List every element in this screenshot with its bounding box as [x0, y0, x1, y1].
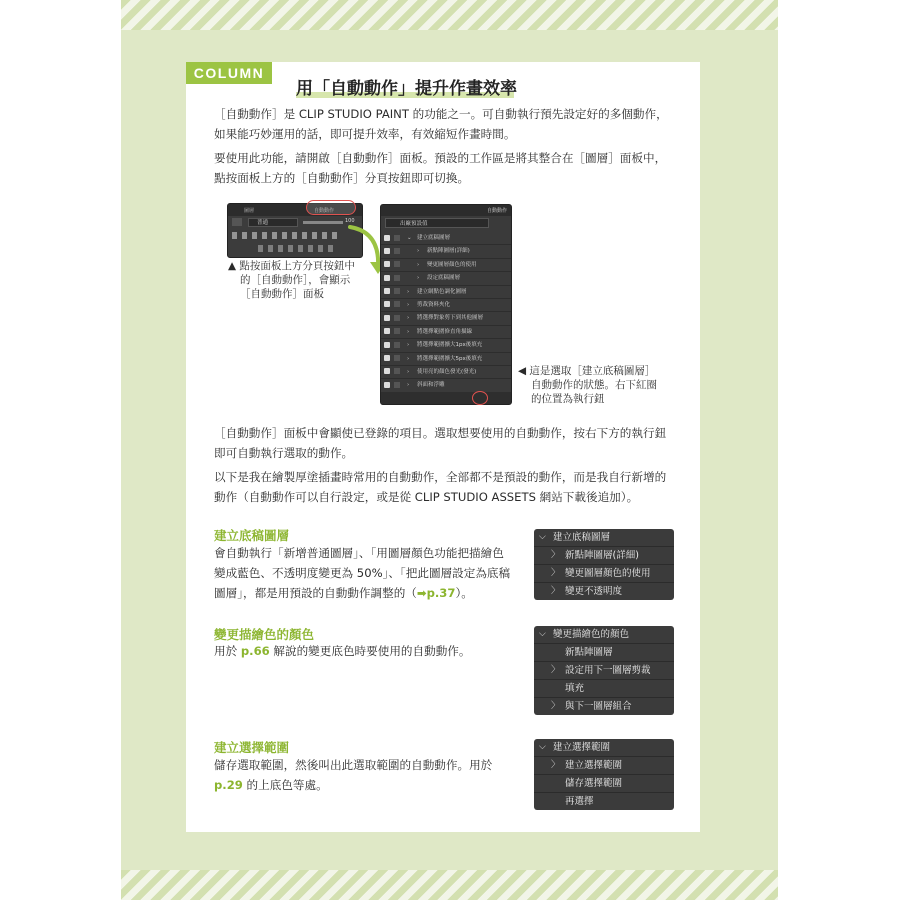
chevron-right-icon: 〉	[551, 701, 561, 711]
chevron-right-icon[interactable]: ›	[417, 275, 420, 282]
action-list-3	[534, 739, 674, 810]
action-list-1	[534, 529, 674, 600]
layer-tab-label: 圖層	[244, 208, 255, 214]
auto-action-item-label: 設定底稿圖層	[427, 275, 461, 282]
auto-action-item[interactable]	[381, 326, 511, 339]
action-set-select: 出廠預設值	[385, 218, 489, 228]
checkbox-icon[interactable]	[384, 355, 390, 361]
dialog-toggle-icon[interactable]	[394, 368, 400, 374]
chevron-right-icon: 〉	[551, 568, 561, 578]
auto-action-list	[381, 232, 511, 393]
action-item-label: 建立選擇範圍	[565, 760, 623, 771]
auto-action-item-label: 新點陣圖層(詳細)	[427, 248, 470, 255]
auto-action-item[interactable]	[381, 272, 511, 285]
dialog-toggle-icon[interactable]	[394, 315, 400, 321]
action-item-label: 新點陣圖層	[565, 647, 613, 658]
auto-action-item-label: 建立網點色調化圖層	[417, 288, 467, 295]
checkbox-icon[interactable]	[384, 261, 390, 267]
action-step-item	[534, 680, 674, 698]
auto-action-item[interactable]	[381, 353, 511, 366]
checkbox-icon[interactable]	[384, 368, 390, 374]
opacity-slider	[303, 221, 343, 224]
auto-action-item[interactable]	[381, 366, 511, 379]
action-item-label: 與下一圖層組合	[565, 701, 632, 712]
page-ref-link-1[interactable]: ➡p.37	[416, 586, 456, 600]
section-title-3: 建立選擇範圍	[214, 740, 290, 755]
action-item-label: 儲存選擇範圍	[565, 778, 623, 789]
auto-action-item-label: 將選擇範圍擴大1px後填充	[417, 342, 483, 349]
dialog-toggle-icon[interactable]	[394, 301, 400, 307]
caption-right-line-1: ◀ 這是選取［建立底稿圖層］	[518, 365, 656, 377]
layer-icon	[232, 218, 242, 226]
auto-action-item[interactable]	[381, 232, 511, 245]
section-title-1: 建立底稿圖層	[214, 528, 290, 543]
dialog-toggle-icon[interactable]	[394, 261, 400, 267]
dialog-toggle-icon[interactable]	[394, 235, 400, 241]
auto-action-item[interactable]	[381, 379, 511, 392]
dialog-toggle-icon[interactable]	[394, 248, 400, 254]
auto-action-item[interactable]	[381, 312, 511, 325]
action-item-label: 變更不透明度	[565, 586, 623, 597]
auto-action-item[interactable]	[381, 286, 511, 299]
action-step-item	[534, 775, 674, 793]
action-list-2	[534, 626, 674, 715]
action-step-item	[534, 757, 674, 775]
action-group-item	[534, 739, 674, 757]
body-paragraph-1: ［自動動作］面板中會顯使已登錄的項目。選取想要使用的自動動作，按右下方的執行鈕即可自動執行選取的動作。	[214, 426, 667, 460]
action-item-label: 變更描繪色的顏色	[553, 629, 630, 640]
caption-left-line-2: 的［自動動作］，會顯示	[240, 274, 351, 286]
chevron-right-icon: 〉	[551, 586, 561, 596]
chevron-down-icon: ⌵	[539, 532, 546, 542]
page-title: 用「自動動作」提升作畫效率	[296, 79, 517, 99]
action-step-item	[534, 698, 674, 715]
auto-action-item-label: 將選擇範圍擴大5px後填充	[417, 355, 483, 362]
checkbox-icon[interactable]	[384, 248, 390, 254]
section-title-2: 變更描繪色的顏色	[214, 627, 315, 642]
caption-right	[518, 364, 657, 406]
checkbox-icon[interactable]	[384, 275, 390, 281]
top-stripe-border	[121, 0, 778, 30]
dialog-toggle-icon[interactable]	[394, 355, 400, 361]
action-item-label: 新點陣圖層(詳細)	[565, 550, 639, 561]
section-body-1: 會自動執行「新增普通圖層」、「用圖層顏色功能把描繪色變成藍色、不透明度變更為 50%」、「把此圖層設定為底稿圖層」，都是用預設的自動動作調整的（➡p.37）。	[214, 546, 511, 600]
dialog-toggle-icon[interactable]	[394, 382, 400, 388]
checkbox-icon[interactable]	[384, 382, 390, 388]
caption-right-line-3: 的位置為執行鈕	[531, 393, 605, 405]
dialog-toggle-icon[interactable]	[394, 342, 400, 348]
checkbox-icon[interactable]	[384, 328, 390, 334]
auto-action-item[interactable]	[381, 299, 511, 312]
action-step-item	[534, 565, 674, 583]
chevron-right-icon[interactable]: ›	[407, 368, 410, 375]
page-ref-link-2[interactable]: p.66	[240, 644, 270, 658]
action-item-label: 建立選擇範圍	[553, 742, 611, 753]
action-item-label: 填充	[565, 683, 585, 694]
caption-left-line-3: ［自動動作］面板	[240, 288, 324, 300]
column-tag: COLUMN	[186, 62, 272, 84]
toolbar-icons	[232, 232, 342, 239]
chevron-right-icon: 〉	[551, 550, 561, 560]
caption-right-line-2: 自動動作的狀態。右下紅圈	[531, 379, 657, 391]
chevron-right-icon: 〉	[551, 665, 561, 675]
auto-action-item-label: 剪裁資料夾化	[417, 301, 451, 308]
toolbar-icons-2	[258, 245, 338, 252]
chevron-right-icon[interactable]: ›	[407, 342, 410, 349]
action-step-item	[534, 793, 674, 810]
auto-action-item-label: 變更圖層顏色的使用	[427, 261, 477, 268]
auto-action-item[interactable]	[381, 339, 511, 352]
action-step-item	[534, 662, 674, 680]
caption-left	[228, 259, 355, 301]
intro-paragraph-2: 要使用此功能，請開啟［自動動作］面板。預設的工作區是將其整合在［圖層］面板中，點按面板上方的［自動動作］分頁按鈕即可切換。	[214, 151, 667, 185]
opacity-value: 100	[345, 218, 355, 224]
section-body-3: 儲存選取範圍，然後叫出此選取範圍的自動動作。用於 p.29 的上底色等處。	[214, 758, 493, 792]
auto-action-panel-screenshot	[380, 204, 512, 405]
section-body-2: 用於 p.66 解說的變更底色時要使用的自動動作。	[214, 644, 471, 658]
dialog-toggle-icon[interactable]	[394, 328, 400, 334]
action-step-item	[534, 547, 674, 565]
chevron-right-icon[interactable]: ›	[417, 261, 420, 268]
bottom-stripe-border	[121, 870, 778, 900]
chevron-right-icon[interactable]: ›	[407, 328, 410, 335]
auto-action-item[interactable]	[381, 259, 511, 272]
action-item-label: 建立底稿圖層	[553, 532, 611, 543]
chevron-down-icon[interactable]: ⌄	[407, 235, 412, 241]
auto-action-item-label: 將選擇範圍修直角描線	[417, 328, 473, 335]
action-step-item	[534, 583, 674, 600]
intro-paragraph-1: ［自動動作］是 CLIP STUDIO PAINT 的功能之一。可自動執行預先設定好的多個動作，如果能巧妙運用的話，即可提升效率，有效縮短作畫時間。	[214, 107, 668, 141]
auto-action-tab-label: 自動動作	[314, 208, 335, 214]
dialog-toggle-icon[interactable]	[394, 288, 400, 294]
blend-mode-select: 普通	[248, 218, 298, 227]
auto-action-tab: 自動動作	[486, 208, 507, 214]
tab-highlight-circle	[306, 200, 356, 215]
checkbox-icon[interactable]	[384, 288, 390, 294]
auto-action-panel-tabbar	[381, 205, 511, 216]
chevron-right-icon[interactable]: ›	[407, 301, 410, 308]
action-item-label: 變更圖層顏色的使用	[565, 568, 651, 579]
chevron-right-icon[interactable]: ›	[407, 288, 410, 295]
chevron-right-icon[interactable]: ›	[407, 382, 410, 389]
checkbox-icon[interactable]	[384, 301, 390, 307]
checkbox-icon[interactable]	[384, 315, 390, 321]
auto-action-panel-footer	[381, 392, 511, 404]
chevron-down-icon: ⌵	[539, 742, 546, 752]
chevron-down-icon: ⌵	[539, 629, 546, 639]
auto-action-item-label: 使用亮的顏色發光(發光)	[417, 368, 477, 375]
chevron-right-icon[interactable]: ›	[407, 315, 410, 322]
auto-action-item-label: 斜面和浮雕	[417, 382, 445, 389]
chevron-right-icon[interactable]: ›	[417, 248, 420, 255]
checkbox-icon[interactable]	[384, 235, 390, 241]
caption-left-line-1: ▲ 點按面板上方分頁按鈕中	[228, 260, 355, 272]
action-item-label: 設定用下一圖層剪裁	[565, 665, 651, 676]
dialog-toggle-icon[interactable]	[394, 275, 400, 281]
body-paragraph-2: 以下是我在繪製厚塗插畫時常用的自動動作，全部都不是預設的動作，而是我自行新增的動作（自動動作可以自行設定，或是從 CLIP STUDIO ASSETS 網站下載後追加）。	[214, 470, 667, 504]
action-step-item	[534, 644, 674, 662]
chevron-right-icon: 〉	[551, 760, 561, 770]
action-group-item	[534, 626, 674, 644]
run-button-highlight-circle	[472, 391, 488, 405]
auto-action-item-label: 建立底稿圖層	[417, 235, 451, 241]
page-ref-link-3[interactable]: p.29	[214, 778, 243, 792]
checkbox-icon[interactable]	[384, 342, 390, 348]
chevron-right-icon[interactable]: ›	[407, 355, 410, 362]
auto-action-item-label: 將選擇對象剪下到其他圖層	[417, 315, 484, 322]
action-item-label: 再選擇	[565, 796, 594, 807]
action-group-item	[534, 529, 674, 547]
auto-action-item[interactable]	[381, 245, 511, 258]
